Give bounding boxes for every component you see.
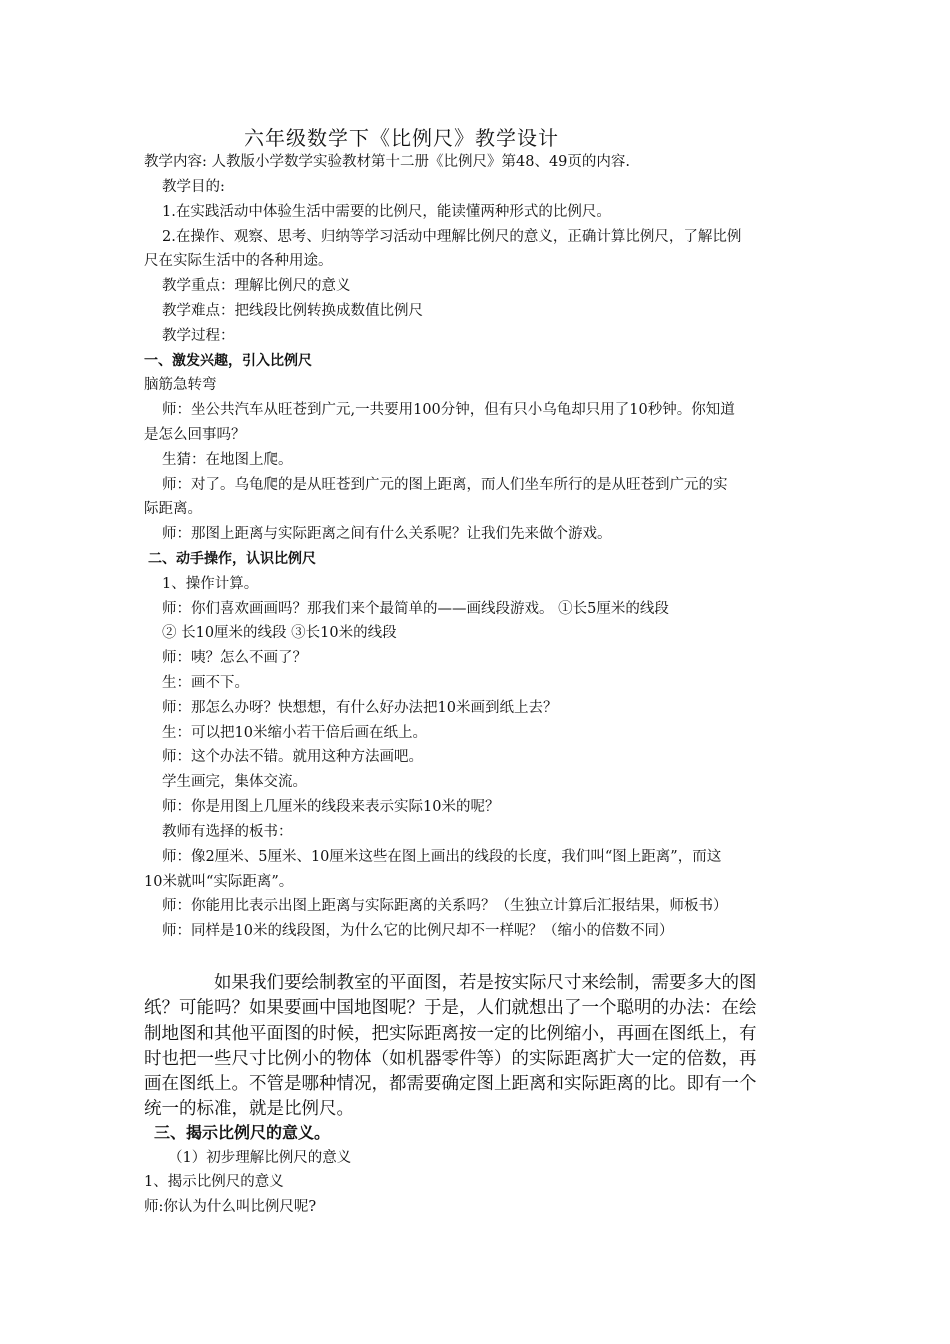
text-line: 师:你认为什么叫比例尺呢? [144,1199,317,1215]
text-line: 教学过程： [162,328,235,344]
section-heading: 一、激发兴趣，引入比例尺 [144,353,312,369]
text-line: 教学内容: 人教版小学数学实验教材第十二册《比例尺》第48、49页的内容. [144,154,631,170]
text-line: 1、揭示比例尺的意义 [144,1174,284,1190]
text-line: 10米就叫“实际距离”。 [144,874,294,890]
text-line: 教学目的: [162,179,225,195]
text-line: 师：你是用图上几厘米的线段来表示实际10米的呢？ [162,799,500,815]
text-line: 师：咦？怎么不画了？ [162,650,307,666]
text-line: 师：像2厘米、5厘米、10厘米这些在图上画出的线段的长度，我们叫“图上距离”，而这 [162,849,722,865]
text-line: 师：对了。乌龟爬的是从旺苍到广元的图上距离，而人们坐车所行的是从旺苍到广元的实 [162,477,728,493]
paragraph-line: 如果我们要绘制教室的平面图，若是按实际尺寸来绘制，需要多大的图 [214,973,757,993]
paragraph-line: 统一的标准，就是比例尺。 [144,1099,354,1119]
section-heading: 二、动手操作，认识比例尺 [148,551,316,567]
text-line: 师：这个办法不错。就用这种方法画吧。 [162,749,423,765]
text-line: 教学难点：把线段比例转换成数值比例尺 [162,303,423,319]
text-line: 教师有选择的板书： [162,824,293,840]
text-line: 师：那怎么办呀？快想想，有什么好办法把10米画到纸上去？ [162,700,558,716]
section-heading: 三、揭示比例尺的意义。 [154,1123,331,1142]
text-line: （1）初步理解比例尺的意义 [168,1150,352,1166]
text-line: ② 长10厘米的线段 ③长10米的线段 [162,625,397,641]
text-line: 师：同样是10米的线段图，为什么它的比例尺却不一样呢？（缩小的倍数不同） [162,923,674,939]
text-line: 尺在实际生活中的各种用途。 [144,253,333,269]
paragraph-line: 纸？可能吗？如果要画中国地图呢？于是，人们就想出了一个聪明的办法：在绘 [144,998,757,1018]
text-line: 师：你们喜欢画画吗？那我们来个最简单的——画线段游戏。 ①长5厘米的线段 [162,601,669,617]
paragraph-line: 时也把一些尺寸比例小的物体（如机器零件等）的实际距离扩大一定的倍数，再 [144,1049,757,1069]
text-line: 是怎么回事吗？ [144,427,246,443]
text-line: 1.在实践活动中体验生活中需要的比例尺，能读懂两种形式的比例尺。 [162,204,611,220]
text-line: 生猜：在地图上爬。 [162,452,293,468]
text-line: 师：你能用比表示出图上距离与实际距离的关系吗？（生独立计算后汇报结果，师板书） [162,898,728,914]
paragraph-line: 画在图纸上。不管是哪种情况，都需要确定图上距离和实际距离的比。即有一个 [144,1074,757,1094]
text-line: 师：坐公共汽车从旺苍到广元,一共要用100分钟，但有只小乌龟却只用了10秒钟。你知道 [162,402,735,418]
text-line: 生：画不下。 [162,675,249,691]
text-line: 2.在操作、观察、思考、归纳等学习活动中理解比例尺的意义，正确计算比例尺，了解比例 [162,229,742,245]
paragraph-line: 制地图和其他平面图的时候，把实际距离按一定的比例缩小，再画在图纸上，有 [144,1024,757,1044]
text-line: 生：可以把10米缩小若干倍后画在纸上。 [162,725,427,741]
page-title: 六年级数学下《比例尺》教学设计 [244,126,559,150]
text-line: 1、操作计算。 [162,576,259,592]
text-line: 际距离。 [144,501,202,517]
text-line: 教学重点：理解比例尺的意义 [162,278,351,294]
text-line: 脑筋急转弯 [144,377,217,393]
text-line: 学生画完，集体交流。 [162,774,307,790]
text-line: 师：那图上距离与实际距离之间有什么关系呢？让我们先来做个游戏。 [162,526,612,542]
